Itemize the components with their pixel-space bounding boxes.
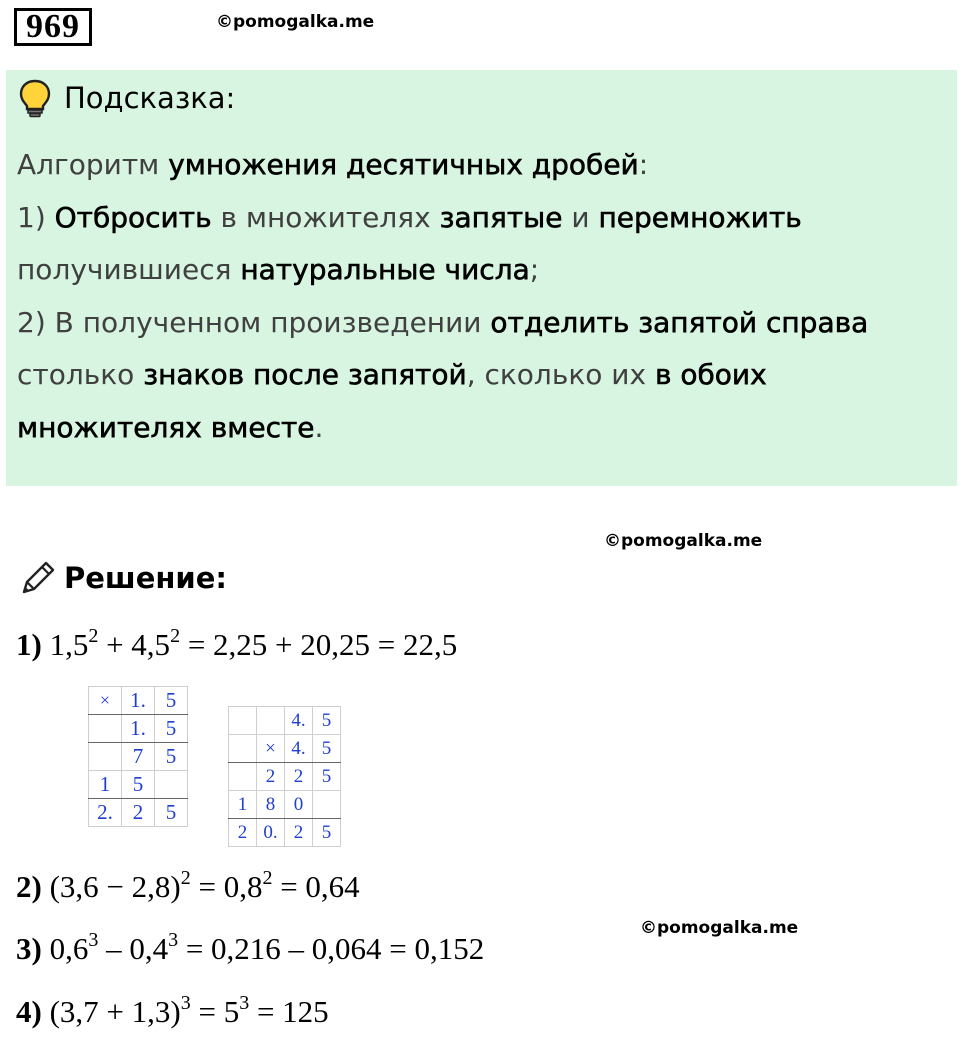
watermark: ©pomogalka.me	[604, 531, 763, 551]
solution-title: Решение:	[64, 561, 228, 595]
calc-cell: 4.	[285, 735, 313, 763]
equation-3: 3) $0,6^3 - 0,4^3 = 0,216 - 0,064 = 0,152$	[16, 929, 485, 966]
calc-cell: 1.	[122, 687, 155, 715]
calc-cell: ×	[89, 687, 122, 715]
calc-cell: 8	[257, 791, 285, 819]
calc-cell: 5	[155, 687, 188, 715]
equation-1: 1) $1,5^2 + 4,5^2 = 2,25 + 20,25 = 22,5$	[16, 625, 458, 662]
calc-cell: 0	[285, 791, 313, 819]
calc-cell: 2	[122, 799, 155, 827]
calc-cell: 5	[122, 771, 155, 799]
calc-cell: 7	[122, 743, 155, 771]
calc-cell: 5	[313, 735, 341, 763]
calc-cell	[89, 715, 122, 743]
hint-line-3: получившиеся натуральные числа;	[17, 253, 540, 286]
hint-text	[17, 139, 942, 454]
calc-cell	[229, 707, 257, 735]
calc-cell	[313, 791, 341, 819]
hint-line-5: столько знаков после запятой, сколько их в обоих	[17, 358, 767, 391]
hint-title: Подсказка:	[64, 81, 236, 115]
calc-cell: 4.	[285, 707, 313, 735]
hint-line-1: Алгоритм умножения десятичных дробей:	[17, 148, 649, 181]
hint-line-2: 1) Отбросить в множителях запятые и перемножить	[17, 200, 802, 234]
calc-cell	[229, 735, 257, 763]
calc-cell: 0.	[257, 819, 285, 847]
hint-line-4: 2) В полученном произведении отделить запятой справа	[17, 305, 869, 339]
watermark: ©pomogalka.me	[640, 918, 799, 938]
calc-cell: 2	[285, 819, 313, 847]
calc-cell: ×	[257, 735, 285, 763]
calc-cell: 2.	[89, 799, 122, 827]
calc-cell: 1	[229, 791, 257, 819]
calc-cell	[89, 743, 122, 771]
calc-cell	[229, 763, 257, 791]
calc-cell: 5	[155, 799, 188, 827]
lightbulb-icon	[18, 78, 52, 123]
calc-cell: 5	[313, 819, 341, 847]
column-multiplication-2	[228, 706, 341, 847]
hint-line-6: множителях вместе.	[17, 410, 324, 444]
calc-cell: 2	[229, 819, 257, 847]
pencil-icon	[18, 558, 58, 603]
watermark: ©pomogalka.me	[216, 12, 375, 32]
calc-cell: 1	[89, 771, 122, 799]
calc-cell: 2	[257, 763, 285, 791]
calc-cell: 5	[313, 763, 341, 791]
calc-cell: 2	[285, 763, 313, 791]
calc-cell	[257, 707, 285, 735]
equation-4: 4) $(3,7 + 1,3)^3 = 5^3 = 125$	[16, 992, 329, 1029]
column-multiplication-1	[88, 686, 188, 827]
calc-cell: 5	[155, 715, 188, 743]
problem-number: 969	[14, 8, 92, 46]
equation-2: 2) $(3,6 - 2,8)^2 = 0,8^2 = 0,64$	[16, 867, 360, 904]
calc-cell	[155, 771, 188, 799]
calc-cell: 5	[155, 743, 188, 771]
calc-cell: 5	[313, 707, 341, 735]
calc-cell: 1.	[122, 715, 155, 743]
